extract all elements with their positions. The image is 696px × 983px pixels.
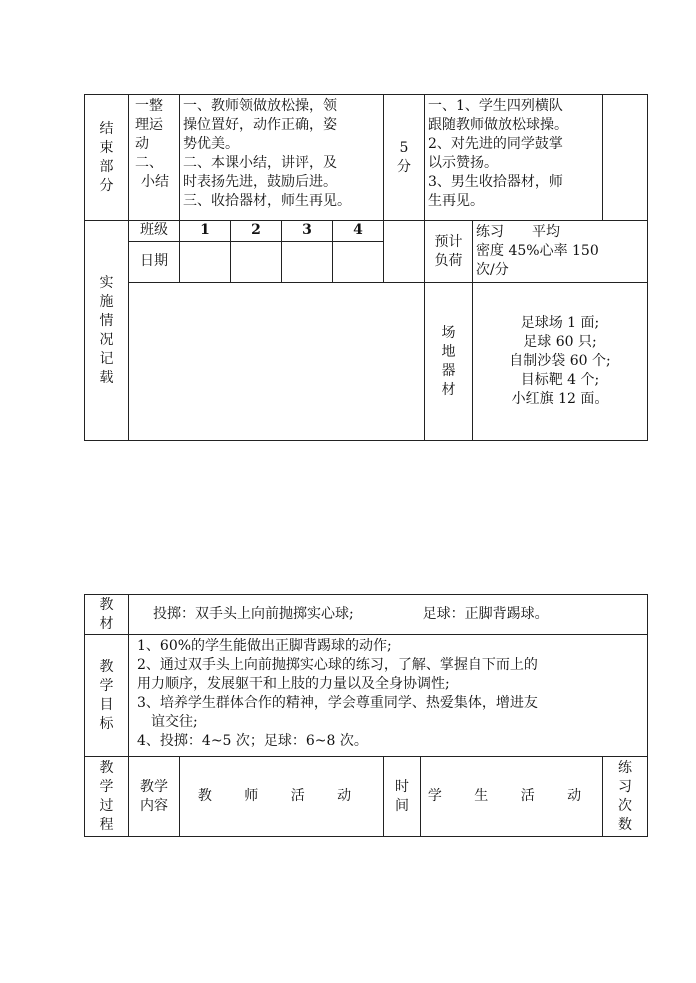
load-value: 练习 平均 密度 45%心率 150 次/分 (473, 221, 648, 283)
load-label: 预计 负荷 (425, 221, 473, 283)
count-cell (603, 95, 648, 221)
venue-equipment: 足球场 1 面; 足球 60 只; 自制沙袋 60 个; 目标靶 4 个; 小红旗 12 面。 (473, 283, 648, 441)
class-number: 2 (231, 221, 282, 242)
material-content: 投掷：双手头上向前抛掷实心球; 足球：正脚背踢球。 (129, 595, 648, 635)
teacher-activity-header: 教 师 活 动 (180, 757, 384, 837)
teacher-activity-cell: 一、教师领做放松操，领 操位置好，动作正确，姿 势优美。 二、本课小结，讲评，及 时表扬先进，鼓励后进。 三、收拾器材，师生再见。 (180, 95, 384, 221)
blank-cell (384, 221, 425, 283)
material-label: 教 材 (85, 595, 129, 635)
implementation-label: 实 施 情 况 记 载 (85, 221, 129, 441)
closing-section-table (84, 94, 648, 441)
date-cell (333, 241, 384, 282)
end-section-label: 结 束 部 分 (85, 95, 129, 221)
class-label: 班级 (129, 221, 180, 242)
practice-count-header: 练 习 次 数 (603, 757, 648, 837)
end-content-cell: 一整 理运 动 二、 小结 (129, 95, 180, 221)
date-cell (180, 241, 231, 282)
time-header: 时 间 (384, 757, 421, 837)
date-cell (282, 241, 333, 282)
record-area (129, 283, 425, 441)
date-cell (231, 241, 282, 282)
goal-label: 教 学 目 标 (85, 635, 129, 757)
class-number: 4 (333, 221, 384, 242)
class-number: 1 (180, 221, 231, 242)
goal-content: 1、60%的学生能做出正脚背踢球的动作; 2、通过双手头上向前抛掷实心球的练习，了解、掌握自下而上的 用力顺序，发展躯干和上肢的力量以及全身协调性; 3、培养学生群体合作的精神，学会尊重同学、热爱集体，增进友 谊交往; 4、投掷：4~5 次；足球：6~8 次。 (129, 635, 648, 757)
student-activity-cell: 一、1、学生四列横队 跟随教师做放松球操。 2、对先进的同学鼓掌 以示赞扬。 3、男生收拾器材，师 生再见。 (425, 95, 603, 221)
date-label: 日期 (129, 241, 180, 282)
content-header: 教学 内容 (129, 757, 180, 837)
venue-label: 场 地 器 材 (425, 283, 473, 441)
process-label: 教 学 过 程 (85, 757, 129, 837)
student-activity-header: 学 生 活 动 (421, 757, 603, 837)
lesson-plan-table (84, 594, 648, 837)
class-number: 3 (282, 221, 333, 242)
time-cell: 5 分 (384, 95, 425, 221)
